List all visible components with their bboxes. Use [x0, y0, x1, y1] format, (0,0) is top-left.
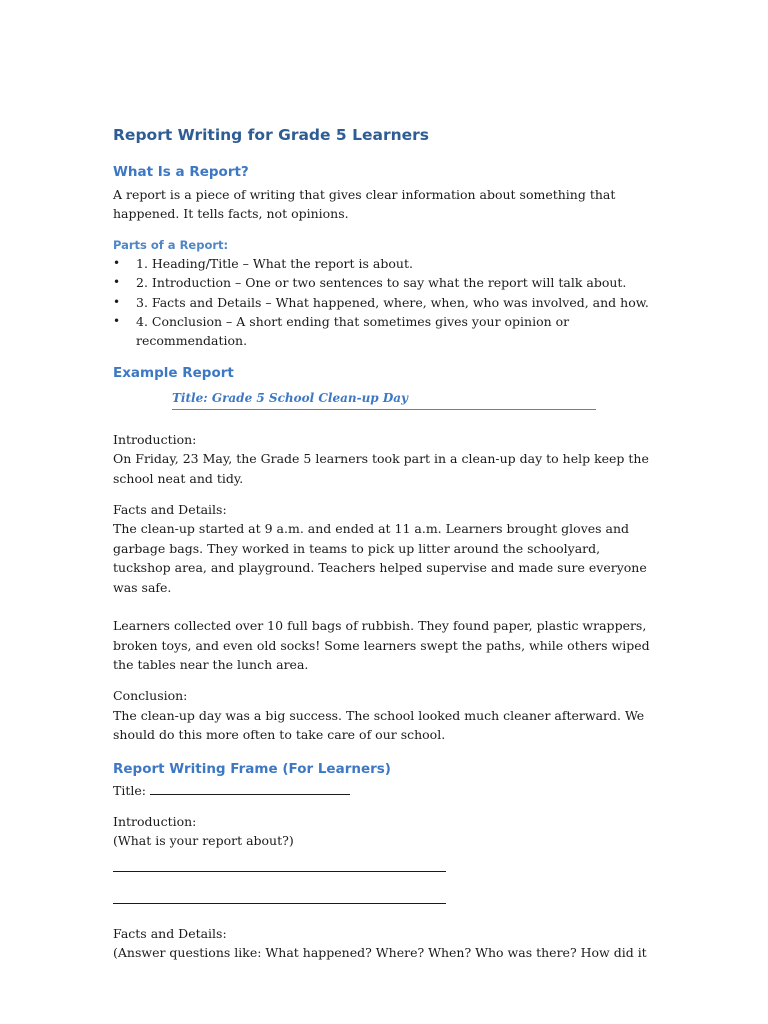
- intro-label: Introduction:: [113, 431, 197, 447]
- bullet-icon: •: [113, 294, 121, 309]
- parts-heading: Parts of a Report:: [113, 237, 229, 252]
- frame-title-row: [113, 781, 658, 800]
- example-report-heading: Example Report: [113, 364, 234, 381]
- list-item: [113, 254, 658, 273]
- example-title: Title: Grade 5 School Clean-up Day: [172, 390, 409, 405]
- title-blank-line[interactable]: [150, 782, 350, 795]
- example-title-block: [172, 389, 596, 410]
- frame-facts-prompt: (Answer questions like: What happened? Where? When? Who was there? How did it: [113, 945, 647, 961]
- bullet-icon: •: [113, 255, 121, 270]
- what-is-report-text: A report is a piece of writing that gives clear information about something that happened. It tells facts, not opinions.: [113, 187, 616, 222]
- facts-text-1: The clean-up started at 9 a.m. and ended at 11 a.m. Learners brought gloves and garbage bags. They worked in teams to pick up litter around the schoolyard, tuckshop area, and playground. Teachers helped supervise and made sure everyone was safe.: [113, 521, 647, 595]
- frame-intro-label: Introduction:: [113, 813, 197, 829]
- frame-facts-label: Facts and Details:: [113, 925, 227, 941]
- conclusion-label: Conclusion:: [113, 688, 188, 704]
- part-1-text: 1. Heading/Title – What the report is about.: [136, 255, 413, 271]
- facts-text-2: Learners collected over 10 full bags of rubbish. They found paper, plastic wrappers, broken toys, and even old socks! Some learners swept the paths, while others wiped the tables near the lunch area.: [113, 618, 650, 672]
- bullet-icon: •: [113, 314, 121, 329]
- facts-label: Facts and Details:: [113, 502, 227, 518]
- parts-list: [113, 254, 658, 351]
- writing-frame-heading: Report Writing Frame (For Learners): [113, 760, 391, 777]
- part-3-text: 3. Facts and Details – What happened, where, when, who was involved, and how.: [136, 294, 649, 310]
- list-item: [113, 293, 658, 312]
- frame-title-label: Title:: [113, 782, 150, 798]
- list-item: [113, 273, 658, 292]
- intro-answer-line-1[interactable]: [113, 871, 446, 872]
- document-page: [113, 125, 658, 963]
- frame-intro-prompt: (What is your report about?): [113, 833, 294, 849]
- bullet-icon: •: [113, 275, 121, 290]
- what-is-report-heading: What Is a Report?: [113, 164, 249, 180]
- list-item: [113, 312, 658, 351]
- part-2-text: 2. Introduction – One or two sentences to say what the report will talk about.: [136, 275, 627, 291]
- conclusion-text: The clean-up day was a big success. The school looked much cleaner afterward. We should do this more often to take care of our school.: [113, 707, 645, 743]
- part-4-text: 4. Conclusion – A short ending that sometimes gives your opinion or recommendation.: [136, 314, 570, 349]
- document-title: Report Writing for Grade 5 Learners: [113, 126, 430, 144]
- intro-text: On Friday, 23 May, the Grade 5 learners took part in a clean-up day to help keep the school neat and tidy.: [113, 451, 649, 486]
- intro-answer-line-2[interactable]: [113, 903, 446, 904]
